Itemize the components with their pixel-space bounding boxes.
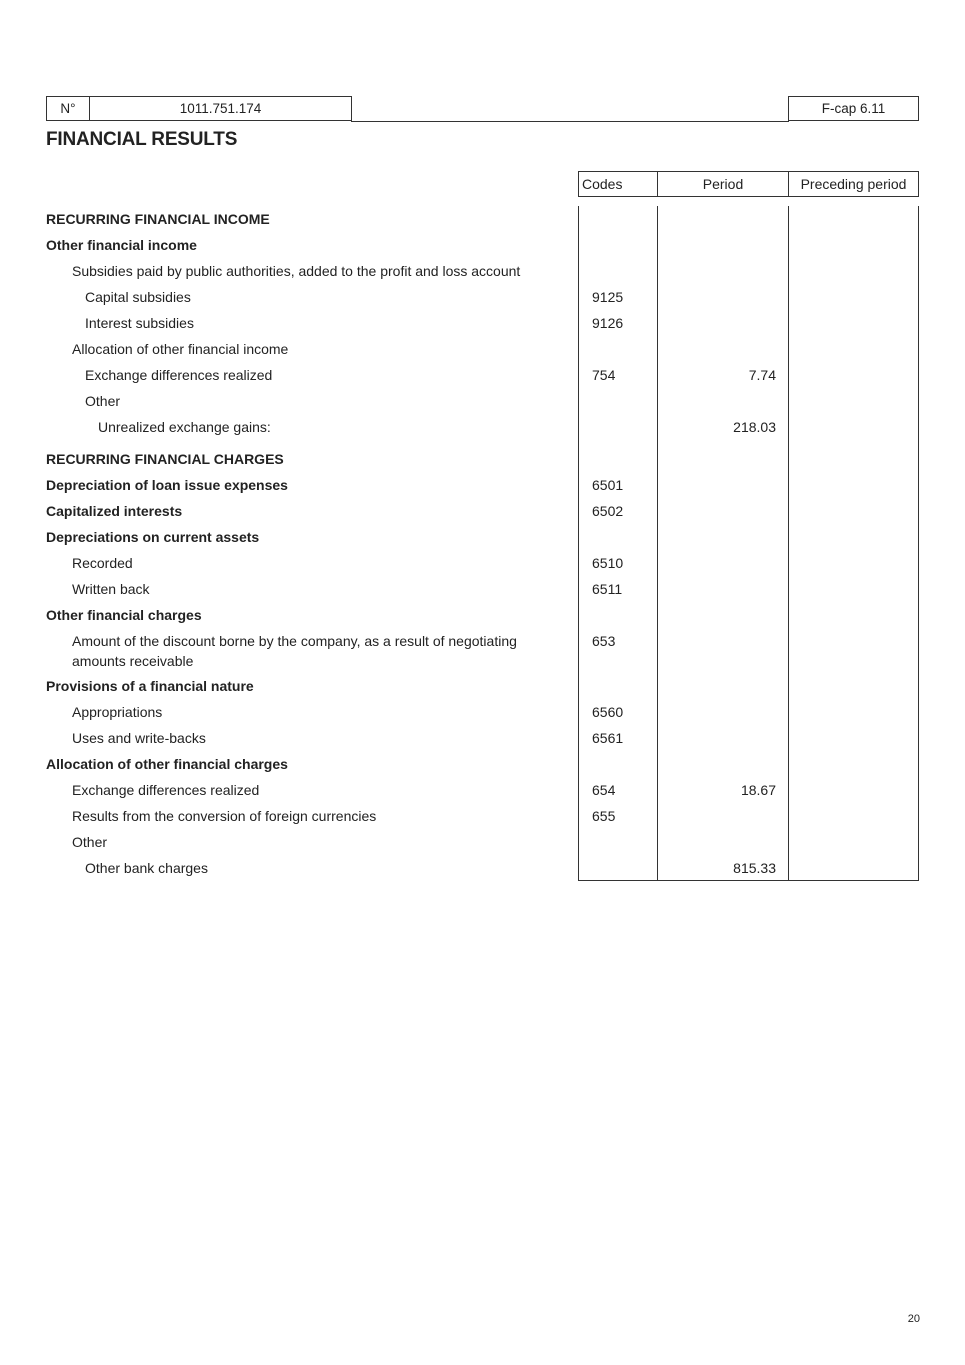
row-period-value: 815.33 xyxy=(733,860,776,876)
row-label: Amount of the discount borne by the company, as a result of negotiating amounts receivable xyxy=(72,633,517,669)
row-label: Capital subsidies xyxy=(85,289,191,305)
column-header-period: Period xyxy=(657,171,789,197)
row-label: Interest subsidies xyxy=(85,315,194,331)
row-period-value: 18.67 xyxy=(740,782,776,798)
row-code: 6511 xyxy=(592,581,623,597)
row-code: 9125 xyxy=(592,289,624,305)
row-label: Other financial income xyxy=(46,237,197,253)
column-header-preceding-period: Preceding period xyxy=(788,171,919,197)
header-divider xyxy=(351,121,789,122)
column-header-codes: Codes xyxy=(578,171,658,197)
row-code: 9126 xyxy=(592,315,624,331)
preceding-period-column-frame xyxy=(788,206,919,881)
row-code: 6560 xyxy=(592,704,624,720)
row-label: Exchange differences realized xyxy=(72,782,260,798)
row-label: Other xyxy=(72,834,108,850)
row-label: Other financial charges xyxy=(46,607,202,623)
page-title: FINANCIAL RESULTS xyxy=(46,129,238,150)
row-code: 654 xyxy=(592,782,616,798)
row-label: Recorded xyxy=(72,555,133,571)
row-label: Exchange differences realized xyxy=(85,367,273,383)
row-code: 6510 xyxy=(592,555,624,571)
row-code: 6561 xyxy=(592,730,624,746)
row-label: Capitalized interests xyxy=(46,503,183,519)
row-period-value: 7.74 xyxy=(748,367,776,383)
form-n-label: N° xyxy=(46,96,90,121)
row-label: Results from the conversion of foreign currencies xyxy=(72,808,377,824)
row-label: Written back xyxy=(72,581,150,597)
row-code: 6501 xyxy=(592,477,624,493)
row-label: Provisions of a financial nature xyxy=(46,678,254,694)
row-period-value: 218.03 xyxy=(733,419,776,435)
row-label: Appropriations xyxy=(72,704,163,720)
row-label: Allocation of other financial income xyxy=(72,341,289,357)
row-label: Depreciations on current assets xyxy=(46,529,260,545)
row-label: Other bank charges xyxy=(85,860,208,876)
row-label: Allocation of other financial charges xyxy=(46,756,288,772)
form-code: F-cap 6.11 xyxy=(788,96,919,121)
row-label: Unrealized exchange gains: xyxy=(98,419,271,435)
row-code: 754 xyxy=(592,367,616,383)
row-label: Uses and write-backs xyxy=(72,730,206,746)
row-label: Other xyxy=(85,393,121,409)
row-label: Depreciation of loan issue expenses xyxy=(46,477,288,493)
row-label: Subsidies paid by public authorities, added to the profit and loss account xyxy=(72,263,521,279)
row-code: 6502 xyxy=(592,503,624,519)
row-label: RECURRING FINANCIAL INCOME xyxy=(46,211,270,227)
page-number: 20 xyxy=(907,1313,920,1325)
row-code: 653 xyxy=(592,633,616,649)
row-code: 655 xyxy=(592,808,616,824)
company-number: 1011.751.174 xyxy=(89,96,352,121)
row-label: RECURRING FINANCIAL CHARGES xyxy=(46,451,284,467)
